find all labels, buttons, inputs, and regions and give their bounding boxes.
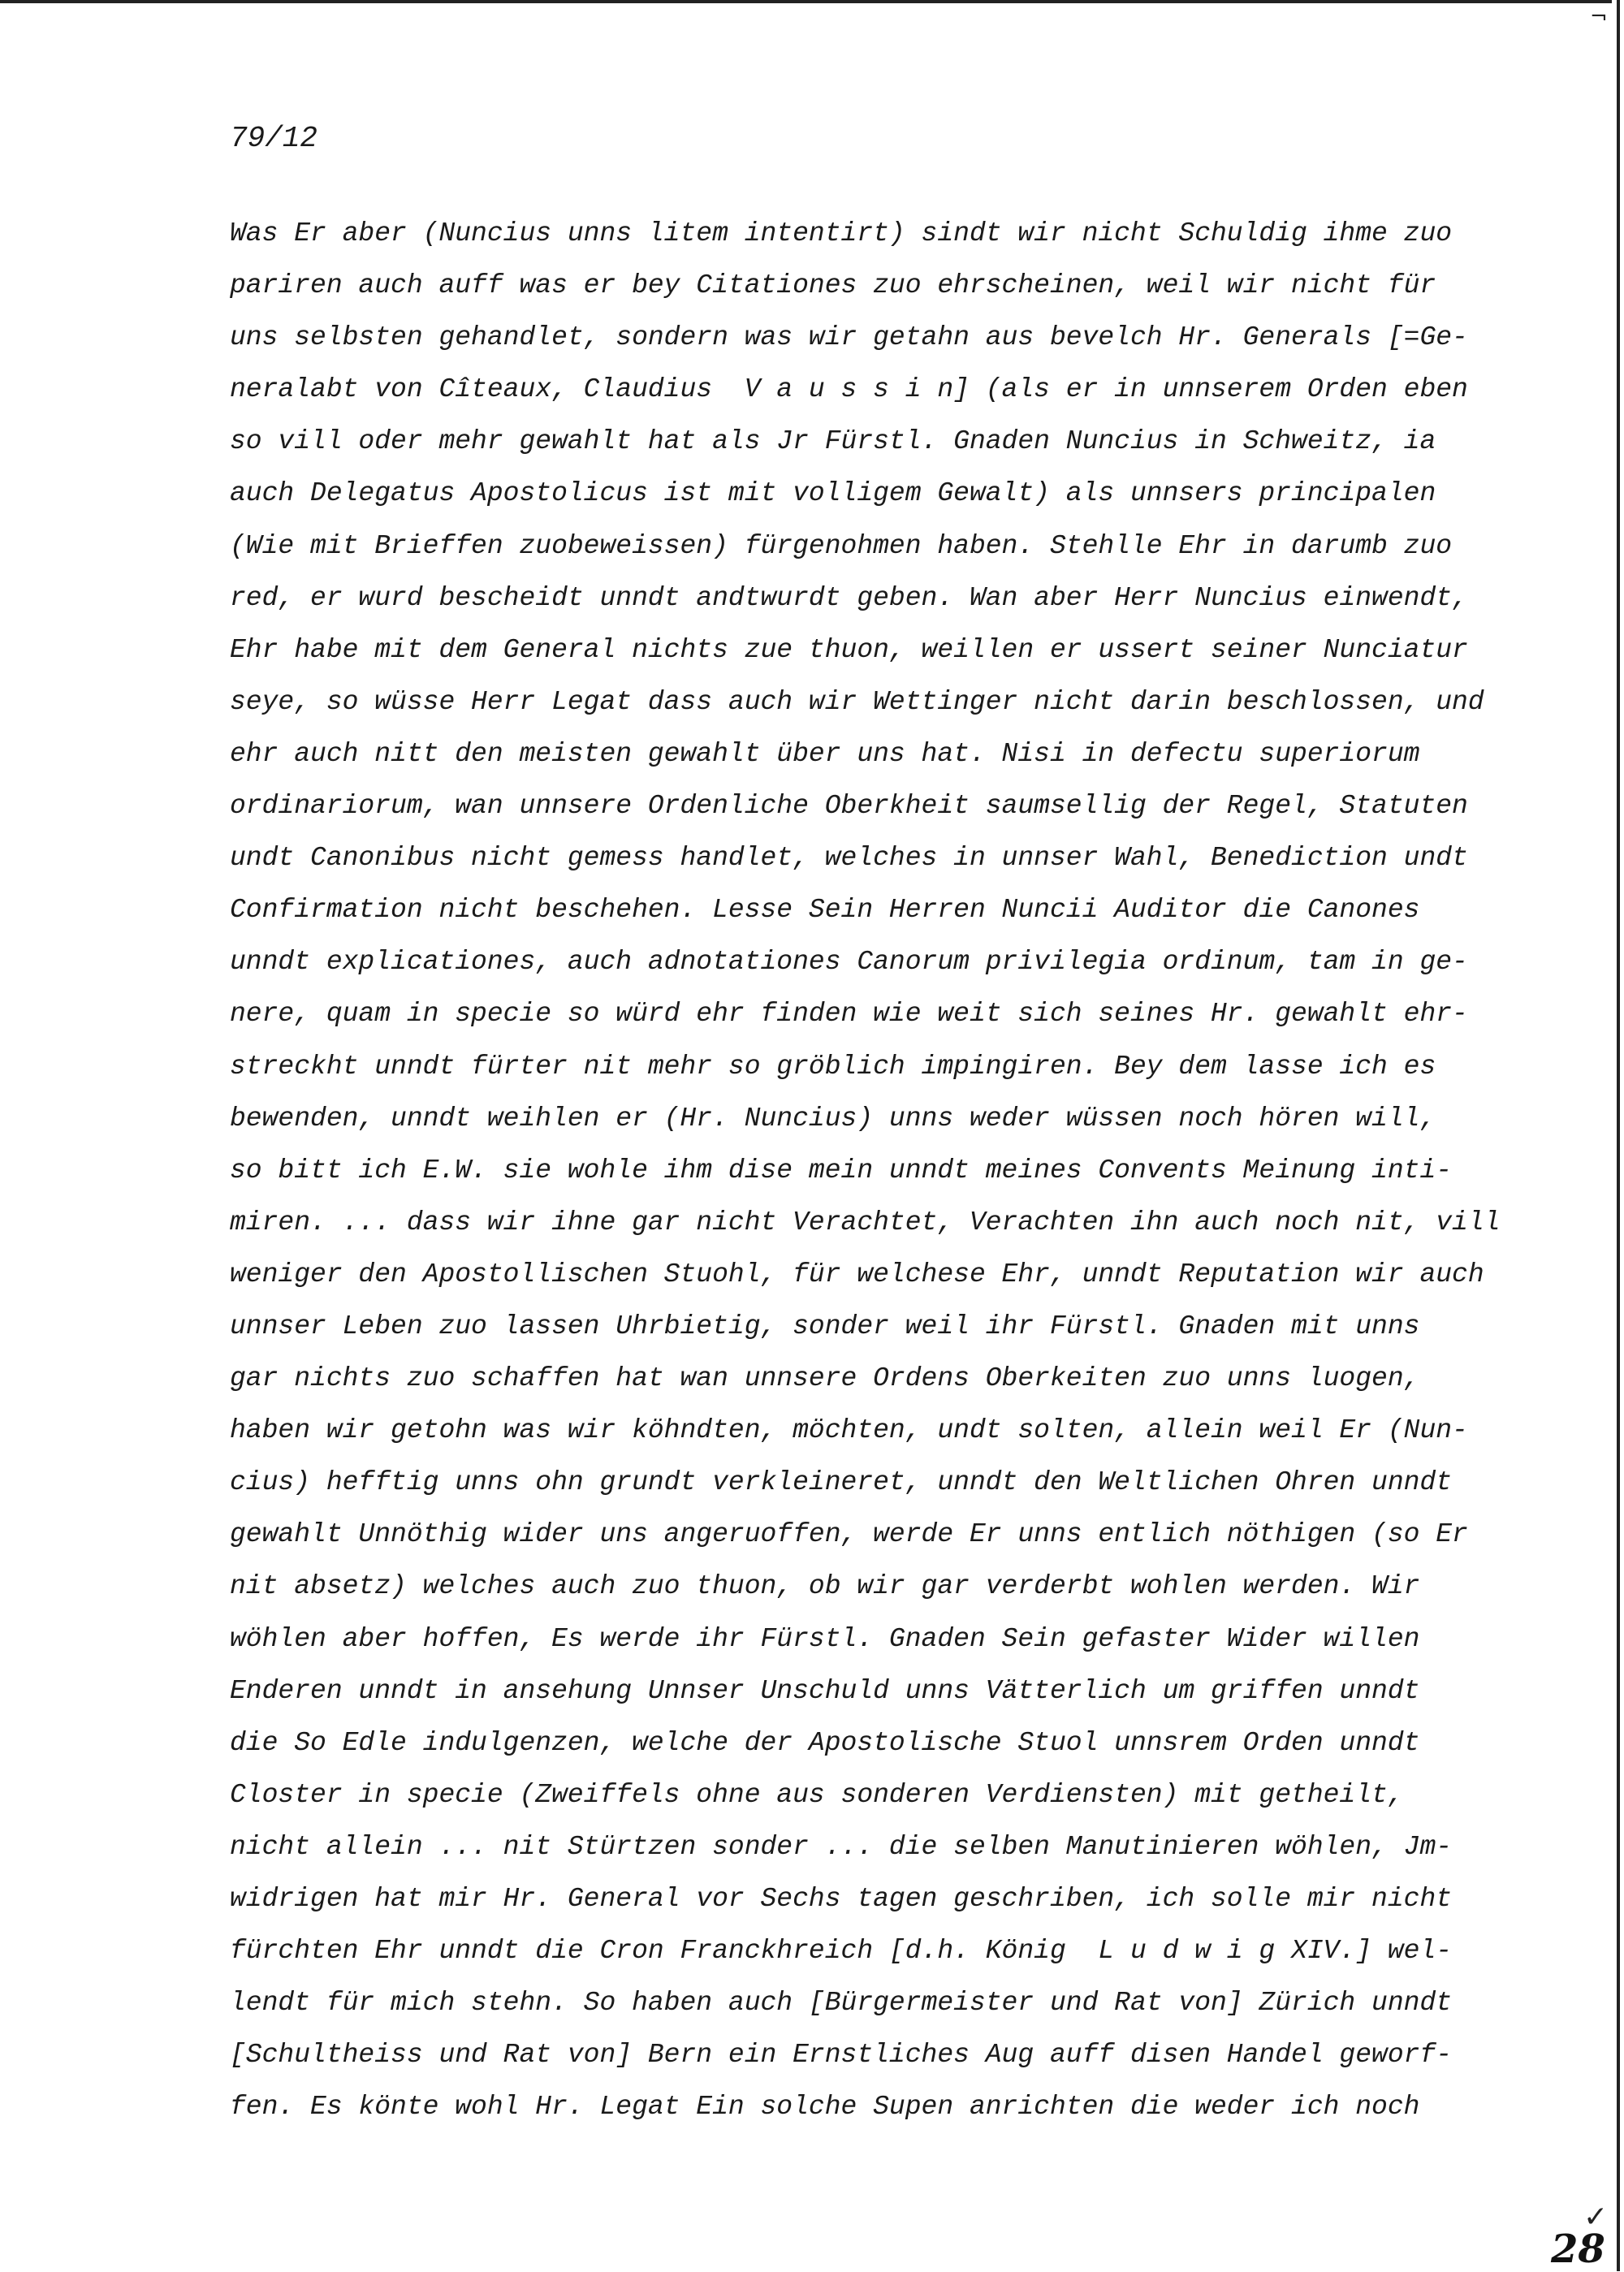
text-line: Closter in specie (Zweiffels ohne aus sonderen Verdiensten) mit getheilt, [230, 1779, 1404, 1810]
text-line: so bitt ich E.W. sie wohle ihm dise mein unndt meines Convents Meinung inti- [230, 1155, 1453, 1186]
text-line: auch Delegatus Apostolicus ist mit volligem Gewalt) als unnsers principalen [230, 478, 1436, 509]
text-line: gewahlt Unnöthig wider uns angeruoffen, werde Er unns entlich nöthigen (so Er [230, 1519, 1468, 1550]
text-line: wöhlen aber hoffen, Es werde ihr Fürstl. Gnaden Sein gefaster Wider willen [230, 1623, 1420, 1654]
text-line: ordinariorum, wan unnsere Ordenliche Oberkheit saumsellig der Regel, Statuten [230, 791, 1468, 822]
text-line: red, er wurd bescheidt unndt andtwurdt geben. Wan aber Herr Nuncius einwendt, [230, 582, 1468, 613]
text-line: Enderen unndt in ansehung Unnser Unschuld unns Vätterlich um griffen unndt [230, 1675, 1420, 1706]
text-line: fürchten Ehr unndt die Cron Franckhreich [d.h. König L u d w i g XIV.] wel- [230, 1936, 1453, 1967]
text-line: Ehr habe mit dem General nichts zue thuon, weillen er ussert seiner Nunciatur [230, 634, 1468, 665]
text-line: nit absetz) welches auch zuo thuon, ob wir gar verderbt wohlen werden. Wir [230, 1571, 1420, 1602]
text-line: lendt für mich stehn. So haben auch [Bürgermeister und Rat von] Zürich unndt [230, 1988, 1453, 2019]
text-line: pariren auch auff was er bey Citationes zuo ehrscheinen, weil wir nicht für [230, 270, 1436, 301]
text-line: Confirmation nicht beschehen. Lesse Sein Herren Nuncii Auditor die Canones [230, 895, 1420, 926]
text-line: so vill oder mehr gewahlt hat als Jr Fürstl. Gnaden Nuncius in Schweitz, ia [230, 426, 1436, 457]
text-line: weniger den Apostollischen Stuohl, für welchese Ehr, unndt Reputation wir auch [230, 1259, 1484, 1289]
folio-number: 28 [1551, 2227, 1605, 2272]
text-line: fen. Es könte wohl Hr. Legat Ein solche Supen anrichten die weder ich noch [230, 2092, 1420, 2123]
text-line: gar nichts zuo schaffen hat wan unnsere Ordens Oberkeiten zuo unns luogen, [230, 1363, 1420, 1394]
text-line: nere, quam in specie so würd ehr finden wie weit sich seines Hr. gewahlt ehr- [230, 999, 1468, 1030]
text-line: undt Canonibus nicht gemess handlet, welches in unnser Wahl, Benediction undt [230, 843, 1468, 874]
text-line: die So Edle indulgenzen, welche der Apostolische Stuol unnsrem Orden unndt [230, 1727, 1420, 1758]
text-line: haben wir getohn was wir köhndten, möchten, undt solten, allein weil Er (Nun- [230, 1415, 1468, 1446]
text-line: nicht allein ... nit Stürtzen sonder ... die selben Manutinieren wöhlen, Jm- [230, 1831, 1453, 1862]
corner-mark: ¬ [1590, 5, 1608, 29]
scan-border-top [0, 0, 1612, 3]
text-line: neralabt von Cîteaux, Claudius V a u s s i n] (als er in unnserem Orden eben [230, 374, 1468, 405]
scan-border-right [1617, 0, 1620, 2271]
page-reference: 79/12 [230, 122, 318, 155]
text-line: streckht unndt fürter nit mehr so gröblich impingiren. Bey dem lasse ich es [230, 1051, 1436, 1082]
text-line: (Wie mit Brieffen zuobeweissen) fürgenohmen haben. Stehlle Ehr in darumb zuo [230, 530, 1453, 561]
text-line: uns selbsten gehandlet, sondern was wir getahn aus bevelch Hr. Generals [=Ge- [230, 322, 1468, 353]
text-line: bewenden, unndt weihlen er (Hr. Nuncius) unns weder wüssen noch hören will, [230, 1103, 1436, 1134]
text-line: Was Er aber (Nuncius unns litem intentirt) sindt wir nicht Schuldig ihme zuo [230, 218, 1453, 248]
text-line: [Schultheiss und Rat von] Bern ein Ernstliches Aug auff disen Handel geworf- [230, 2040, 1453, 2071]
text-line: seye, so wüsse Herr Legat dass auch wir Wettinger nicht darin beschlossen, und [230, 686, 1484, 717]
text-line: miren. ... dass wir ihne gar nicht Verachtet, Verachten ihn auch noch nit, vill [230, 1207, 1501, 1238]
text-line: unndt explicationes, auch adnotationes Canorum privilegia ordinum, tam in ge- [230, 947, 1468, 978]
body-text [230, 208, 1501, 2133]
text-line: unnser Leben zuo lassen Uhrbietig, sonder weil ihr Fürstl. Gnaden mit unns [230, 1311, 1420, 1341]
text-line: widrigen hat mir Hr. General vor Sechs tagen geschriben, ich solle mir nicht [230, 1884, 1453, 1914]
text-line: cius) hefftig unns ohn grundt verkleineret, unndt den Weltlichen Ohren unndt [230, 1467, 1453, 1498]
check-mark: ✓ [1583, 2201, 1609, 2234]
text-line: ehr auch nitt den meisten gewahlt über uns hat. Nisi in defectu superiorum [230, 738, 1420, 769]
